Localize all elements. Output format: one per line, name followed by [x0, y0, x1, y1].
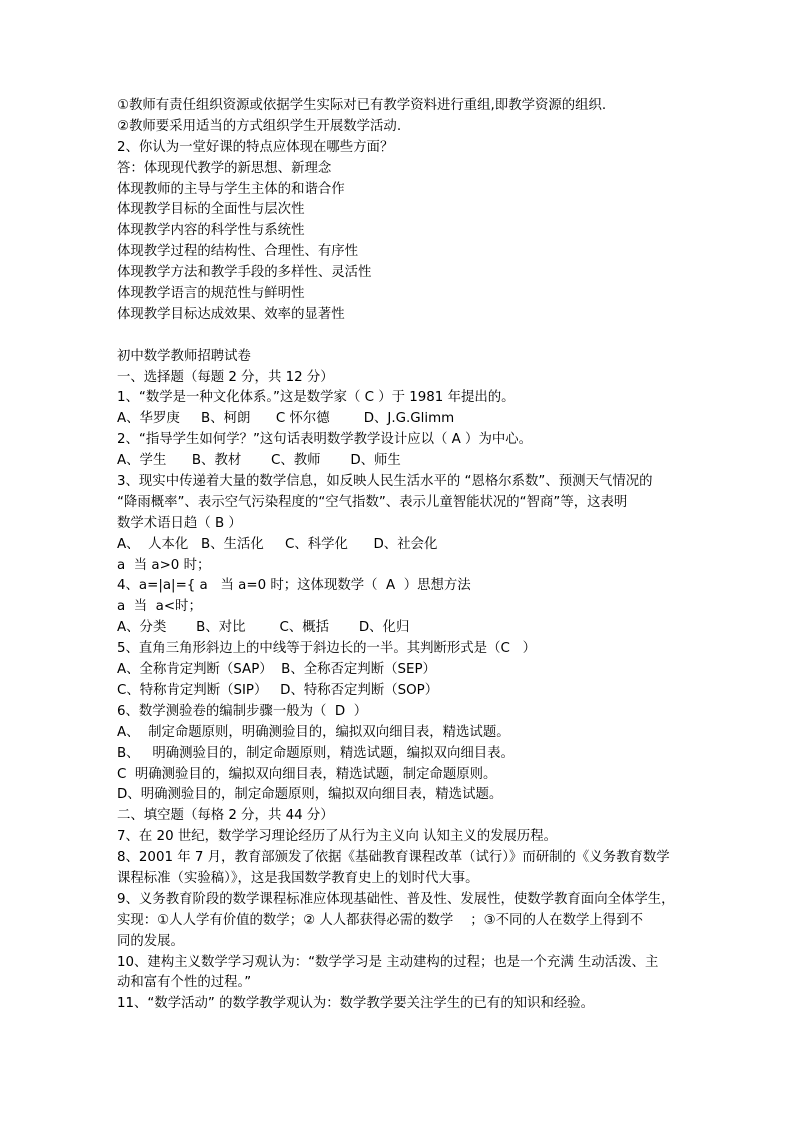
options-line: A、学生 B、教材 C、教师 D、师生 — [117, 453, 401, 469]
text-line: 体现教学目标达成效果、效率的显著性 — [117, 306, 345, 322]
question-line: 数学术语日趋（ B ） — [117, 515, 242, 531]
question-line: 10、建构主义数学学习观认为：“数学学习是 主动建构的过程；也是一个充满 生动活泼、主 — [117, 954, 659, 970]
question-line: 动和富有个性的过程。” — [117, 975, 252, 991]
section-heading: 一、选择题（每题 2 分，共 12 分） — [117, 369, 334, 385]
question-line: 4、a=|a|={ a 当 a=0 时；这体现数学（ A ）思想方法 — [117, 578, 471, 594]
text-line: ②教师要采用适当的方式组织学生开展数学活动. — [117, 118, 402, 134]
options-line: A、分类 B、对比 C、概括 D、化归 — [117, 620, 410, 636]
text-line: ①教师有责任组织资源或依据学生实际对已有教学资料进行重组,即教学资源的组织. — [117, 98, 607, 113]
text-line: 答：体现现代教学的新思想、新理念 — [117, 160, 332, 176]
question-line: 同的发展。 — [117, 933, 184, 949]
options-line: A、 人本化 B、生活化 C、科学化 D、社会化 — [117, 536, 438, 552]
exam-title: 初中数学教师招聘试卷 — [117, 348, 251, 364]
question-line: 9、义务教育阶段的数学课程标准应体现基础性、普及性、发展性，使数学教育面向全体学生， — [117, 891, 675, 907]
options-line: D、明确测验目的，制定命题原则，编拟双向细目表，精选试题。 — [117, 787, 503, 803]
text-line: 体现教学目标的全面性与层次性 — [117, 202, 305, 218]
options-line: A、 制定命题原则，明确测验目的，编拟双向细目表，精选试题。 — [117, 724, 510, 740]
question-line: 2、“指导学生如何学？”这句话表明数学教学设计应以（ A ）为中心。 — [117, 432, 533, 448]
question-line: 5、直角三角形斜边上的中线等于斜边长的一半。其判断形式是（C ） — [117, 641, 536, 657]
section-exam-paper — [117, 347, 687, 1016]
text-line: 体现教学方法和教学手段的多样性、灵活性 — [117, 265, 372, 281]
question-line: 6、数学测验卷的编制步骤一般为（ D ） — [117, 703, 368, 719]
text-line: 体现教师的主导与学生主体的和谐合作 — [117, 181, 345, 197]
text-line: 体现教学语言的规范性与鲜明性 — [117, 286, 305, 302]
options-line: B、 明确测验目的，制定命题原则，精选试题，编拟双向细目表。 — [117, 745, 514, 761]
document-body — [117, 96, 687, 1015]
options-line: A、华罗庚 B、柯朗 C 怀尔德 D、J.G.Glimm — [117, 411, 455, 427]
question-line: 1、“数学是一种文化体系。”这是数学家（ C ）于 1981 年提出的。 — [117, 390, 515, 406]
question-line: 3、现实中传递着大量的数学信息，如反映人民生活水平的 “恩格尔系数”、预测天气情况的 — [117, 474, 653, 490]
formula-line: a 当 a>0 时； — [117, 557, 211, 573]
text-line: 2、你认为一堂好课的特点应体现在哪些方面？ — [117, 139, 394, 155]
options-line: C 明确测验目的，编拟双向细目表，精选试题，制定命题原则。 — [117, 766, 497, 782]
paragraph-spacer — [117, 326, 687, 347]
section-teacher-answers — [117, 96, 687, 326]
text-line: 体现教学内容的科学性与系统性 — [117, 223, 305, 239]
question-line: 7、在 20 世纪，数学学习理论经历了从行为主义向 认知主义的发展历程。 — [117, 829, 558, 845]
question-line: 课程标准（实验稿）》，这是我国数学教育史上的划时代大事。 — [117, 870, 479, 886]
question-line: 实现：①人人学有价值的数学；② 人人都获得必需的数学 ；③不同的人在数学上得到不 — [117, 912, 643, 928]
question-line: “降雨概率”、表示空气污染程度的“空气指数”、表示儿童智能状况的“智商”等，这表明 — [117, 494, 628, 510]
options-line: C、特称肯定判断（SIP） D、特称否定判断（SOP） — [117, 682, 439, 698]
text-line: 体现教学过程的结构性、合理性、有序性 — [117, 244, 359, 260]
formula-line: a 当 a<时； — [117, 599, 202, 615]
question-line: 11、“数学活动” 的数学教学观认为：数学教学要关注学生的已有的知识和经验。 — [117, 996, 595, 1012]
question-line: 8、2001 年 7 月，教育部颁发了依据《基础教育课程改革（试行）》而研制的《义务教育数学 — [117, 850, 670, 866]
options-line: A、全称肯定判断（SAP） B、全称否定判断（SEP） — [117, 662, 436, 678]
section-heading: 二、填空题（每格 2 分，共 44 分） — [117, 808, 334, 824]
